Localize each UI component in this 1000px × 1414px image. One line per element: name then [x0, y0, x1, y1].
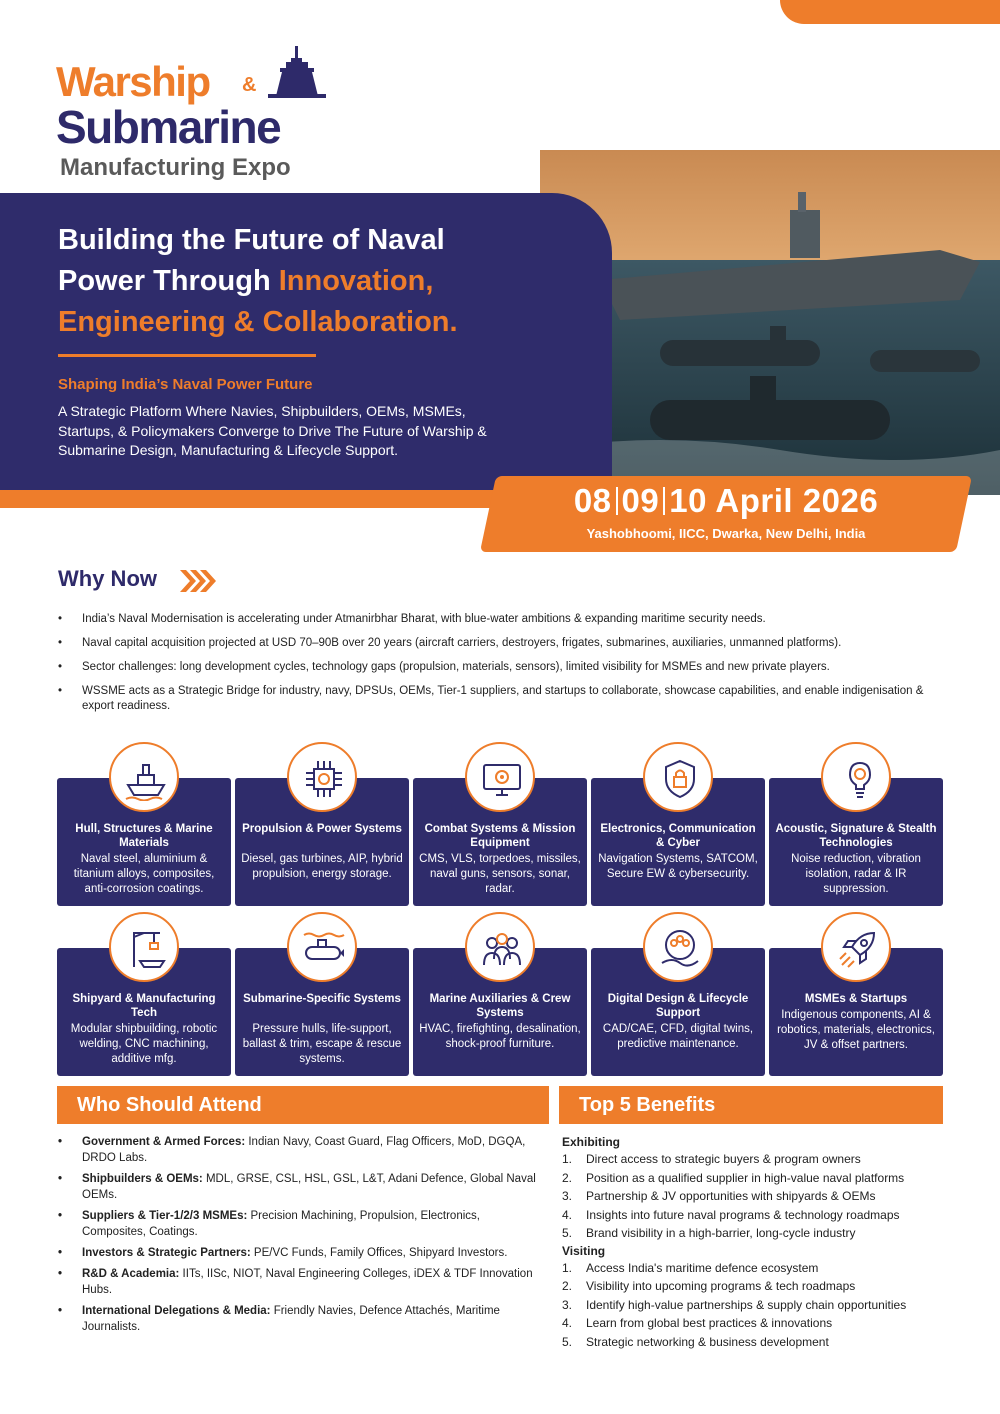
attendee-group: Suppliers & Tier-1/2/3 MSMEs: — [82, 1210, 248, 1222]
logo-line3: Manufacturing Expo — [60, 154, 291, 181]
list-item: 3. Partnership & JV opportunities with shipyards & OEMs — [562, 1189, 876, 1203]
hero-subtitle: Shaping India’s Naval Power Future — [58, 376, 313, 393]
event-day-3: 10 — [669, 482, 707, 519]
benefits-block — [562, 1134, 952, 1351]
benefit-text: Insights into future naval programs & technology roadmaps — [586, 1207, 900, 1222]
benefit-text: Position as a qualified supplier in high-value naval platforms — [586, 1170, 905, 1185]
benefit-text: Strategic networking & business development — [586, 1334, 829, 1349]
why-now-item: • Sector challenges: long development cycles, technology gaps (propulsion, materials, sensors), limited visibility for MSMEs and new private players. — [58, 660, 958, 675]
benefit-text: Brand visibility in a high-barrier, long-cycle industry — [586, 1226, 856, 1240]
card-description: Naval steel, aluminium & titanium alloys, composites, anti-corrosion coatings. — [73, 853, 215, 895]
top-orange-tab — [780, 0, 1000, 24]
benefit-text: Direct access to strategic buyers & program owners — [586, 1152, 861, 1166]
benefit-text: Identify high-value partnerships & supply chain opportunities — [586, 1297, 907, 1312]
rocket-icon — [821, 912, 891, 982]
list-item: 5. Strategic networking & business development — [562, 1334, 829, 1349]
exhibiting-list — [562, 1150, 952, 1243]
card-title: Combat Systems & Mission Equipment — [424, 823, 576, 849]
attendee-details: Indian Navy, Coast Guard, Flag Officers, MoD, DGQA, DRDO Labs. — [82, 1136, 526, 1164]
list-item — [58, 1134, 538, 1166]
list-item: 1. Access India's maritime defence ecosystem — [562, 1260, 819, 1275]
list-item: 3. Identify high-value partnerships & supply chain opportunities — [562, 1297, 907, 1312]
event-month-year: April 2026 — [715, 482, 879, 519]
bulb-gear-icon — [821, 742, 891, 812]
attendee-group: Shipbuilders & OEMs: — [82, 1173, 203, 1185]
why-now-item: • India’s Naval Modernisation is accelerating under Atmanirbhar Bharat, with blue-water ambitions & expanding maritime security needs. — [58, 612, 958, 627]
list-item — [58, 1245, 538, 1261]
logo-line2: Submarine — [56, 101, 281, 153]
card-description: Pressure hulls, life-support, ballast & trim, escape & rescue systems. — [242, 1023, 402, 1065]
list-item — [58, 1171, 538, 1203]
benefit-text: Access India's maritime defence ecosystem — [586, 1260, 819, 1275]
focus-card-hull — [57, 778, 231, 906]
hero-divider — [58, 354, 316, 357]
visiting-heading: Visiting — [562, 1243, 606, 1258]
card-description: Modular shipbuilding, robotic welding, CNC machining, additive mfg. — [70, 1023, 218, 1065]
card-title: MSMEs & Startups — [804, 993, 908, 1005]
why-now-title: Why Now — [58, 566, 157, 591]
shield-lock-icon — [643, 742, 713, 812]
focus-card-shipyard — [57, 948, 231, 1076]
attendee-details: Friendly Navies, Defence Attachés, Maritime Journalists. — [82, 1305, 500, 1333]
hero-description: A Strategic Platform Where Navies, Shipbuilders, OEMs, MSMEs, Startups, & Policymakers Converge to Drive The Future of Warship & Submarine Design, Manufacturing & Lifecycle Support. — [58, 403, 487, 458]
hand-people-icon — [643, 912, 713, 982]
event-dates — [488, 482, 964, 520]
who-should-attend-list — [58, 1134, 538, 1340]
event-day-2: 09 — [621, 482, 660, 519]
attendee-details: IITs, IISc, NIOT, Naval Engineering Colleges, iDEX & TDF Innovation Hubs. — [82, 1268, 533, 1296]
card-title: Marine Auxiliaries & Crew Systems — [429, 993, 571, 1019]
card-description: Navigation Systems, SATCOM, Secure EW & cybersecurity. — [598, 853, 758, 880]
focus-card-submarine — [235, 948, 409, 1076]
why-now-list — [58, 612, 958, 723]
list-item: 5. Brand visibility in a high-barrier, long-cycle industry — [562, 1226, 856, 1240]
card-description: Diesel, gas turbines, AIP, hybrid propulsion, energy storage. — [241, 853, 403, 880]
benefit-text: Partnership & JV opportunities with shipyards & OEMs — [586, 1189, 876, 1203]
card-title: Digital Design & Lifecycle Support — [607, 993, 749, 1019]
focus-card-acoustic — [769, 778, 943, 906]
chevrons-right-icon — [178, 568, 220, 594]
logo-ampersand: & — [242, 74, 257, 96]
card-title: Submarine-Specific Systems — [243, 993, 401, 1005]
list-item: 2. Visibility into upcoming programs & tech roadmaps — [562, 1279, 856, 1293]
attendee-group: International Delegations & Media: — [82, 1305, 271, 1317]
attendee-details: Precision Machining, Propulsion, Electronics, Composites, Coatings. — [82, 1210, 480, 1238]
benefit-text: Visibility into upcoming programs & tech roadmaps — [586, 1279, 856, 1293]
card-description: Indigenous components, AI & robotics, materials, electronics, JV & offset partners. — [777, 1009, 935, 1051]
why-now-item: • Naval capital acquisition projected at USD 70–90B over 20 years (aircraft carriers, destroyers, frigates, submarines, auxiliaries, unmanned platforms). — [58, 636, 958, 651]
focus-card-propulsion — [235, 778, 409, 906]
list-item: 2. Position as a qualified supplier in high-value naval platforms — [562, 1170, 905, 1185]
benefit-text: Learn from global best practices & innovations — [586, 1316, 833, 1330]
event-day-1: 08 — [573, 482, 612, 519]
list-item: 1. Direct access to strategic buyers & program owners — [562, 1152, 861, 1166]
exhibiting-heading: Exhibiting — [562, 1135, 620, 1149]
why-now-item: • WSSME acts as a Strategic Bridge for industry, navy, DPSUs, OEMs, Tier-1 suppliers, and startups to collaborate, showcase capabilities, and enable indigenisation & export readiness. — [58, 684, 958, 714]
card-description: CMS, VLS, torpedoes, missiles, naval guns, sensors, sonar, radar. — [419, 853, 581, 895]
crane-icon — [109, 912, 179, 982]
card-title: Shipyard & Manufacturing Tech — [72, 993, 216, 1019]
attendee-group: Government & Armed Forces: — [82, 1136, 246, 1148]
top-benefits-header: Top 5 Benefits — [559, 1086, 943, 1124]
event-venue: Yashobhoomi, IICC, Dwarka, New Delhi, India — [586, 526, 866, 541]
focus-card-digital — [591, 948, 765, 1076]
monitor-gear-icon — [465, 742, 535, 812]
hero-title-text: Building the Future of Naval Power Through — [58, 224, 445, 297]
card-title: Propulsion & Power Systems — [242, 823, 402, 835]
card-description: HVAC, firefighting, desalination, shock-proof furniture. — [419, 1023, 581, 1050]
hero-title-highlight: Innovation, Engineering & Collaboration. — [58, 265, 458, 338]
list-item: 4. Insights into future naval programs & technology roadmaps — [562, 1207, 900, 1222]
card-description: Noise reduction, vibration isolation, radar & IR suppression. — [791, 853, 921, 895]
who-should-attend-header: Who Should Attend — [57, 1086, 549, 1124]
list-item: 4. Learn from global best practices & innovations — [562, 1316, 833, 1330]
focus-card-electronics — [591, 778, 765, 906]
focus-card-combat — [413, 778, 587, 906]
attendee-group: Investors & Strategic Partners: — [82, 1247, 251, 1259]
attendee-group: R&D & Academia: — [82, 1268, 180, 1280]
ship-icon — [109, 742, 179, 812]
hero-panel-accent — [0, 490, 520, 508]
engine-chip-icon — [287, 742, 357, 812]
focus-card-msmes — [769, 948, 943, 1076]
card-title: Electronics, Communication & Cyber — [600, 823, 756, 849]
crew-icon — [465, 912, 535, 982]
card-title: Hull, Structures & Marine Materials — [75, 823, 213, 849]
list-item — [58, 1266, 538, 1298]
visiting-list — [562, 1259, 952, 1352]
logo-line1: Warship — [56, 58, 210, 105]
list-item — [58, 1208, 538, 1240]
card-title: Acoustic, Signature & Stealth Technologies — [775, 823, 937, 849]
card-description: CAD/CAE, CFD, digital twins, predictive maintenance. — [602, 1023, 754, 1050]
submarine-icon — [287, 912, 357, 982]
focus-card-auxiliaries — [413, 948, 587, 1076]
expo-logo — [56, 44, 376, 184]
attendee-details: MDL, GRSE, CSL, HSL, GSL, L&T, Adani Defence, Global Naval OEMs. — [82, 1173, 536, 1201]
hero-title — [58, 220, 538, 343]
list-item — [58, 1303, 538, 1335]
attendee-details: PE/VC Funds, Family Offices, Shipyard Investors. — [250, 1247, 508, 1259]
